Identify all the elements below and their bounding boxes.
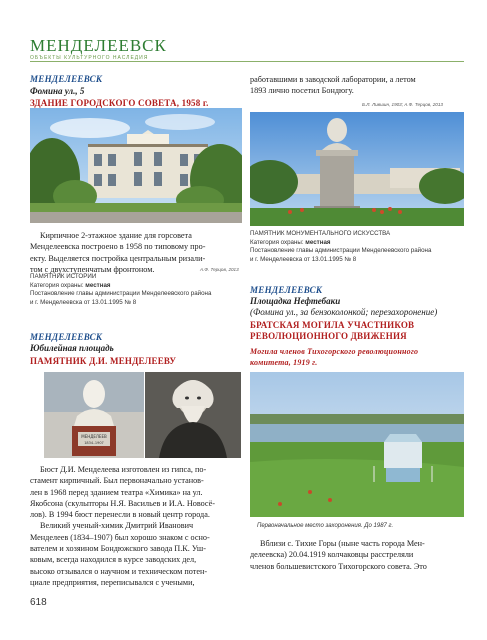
protection-info [250, 230, 470, 264]
section-heading: БРАТСКАЯ МОГИЛА УЧАСТНИКОВ [250, 320, 415, 330]
protection-category [250, 239, 470, 248]
decree-line: Постановление главы администрации Менделеевского района [250, 247, 432, 255]
text-line: ковым, всегда находился в курсе заводских дел, [30, 555, 197, 565]
section-subheading: комитета, 1919 г. [250, 358, 318, 367]
text-line: Кирпичное 2-этажное здание для горсовета [40, 231, 192, 240]
category-prefix: Категория охраны: [250, 238, 306, 246]
continued-text [250, 74, 464, 97]
city-council-photo [30, 108, 242, 223]
bust-description [30, 464, 242, 588]
text-line: делеевска) 20.04.1919 колчаковцы расстреляли [250, 550, 414, 560]
mendeleev-portrait [145, 372, 241, 458]
category-prefix: Категория охраны: [30, 281, 86, 289]
monument-photo [250, 112, 464, 226]
text-line: екту. Выделяется постройка центральным ризали- [30, 253, 206, 263]
decree-line: и г. Менделеевска от 13.01.1995 № 8 [30, 298, 137, 306]
text-line: Якобсона (скульпторы Н.Я. Васильев и И.А. Новосё- [30, 498, 215, 508]
text-line: Великий ученый-химик Дмитрий Иванович [40, 521, 194, 531]
section-city: МЕНДЕЛЕЕВСК [250, 285, 323, 295]
section-address-note: (Фомина ул., за бензоколонкой; перезахоронение) [250, 307, 438, 317]
section-city: МЕНДЕЛЕЕВСК [30, 332, 103, 342]
decree-line: Постановление главы администрации Менделеевского района [30, 290, 212, 298]
page-number: 618 [30, 597, 47, 608]
section-heading: ПАМЯТНИК Д.И. МЕНДЕЛЕЕВУ [30, 356, 177, 366]
text-line: циале предприятия, переписывался с учеными, [30, 577, 195, 587]
category-value: местная [85, 281, 111, 289]
section-heading: РЕВОЛЮЦИОННОГО ДВИЖЕНИЯ [250, 331, 407, 341]
text-line: Вблизи с. Тихие Горы (ныне часть города Мен- [260, 539, 425, 548]
section-subheading: Могила членов Тихогорского революционного [250, 347, 419, 356]
section-address: Юбилейная площадь [30, 343, 114, 353]
grave-photo [250, 372, 464, 517]
section-address: Площадка Нефтебаки [250, 296, 341, 306]
svg-text:МЕНДЕЛЕЕВ: МЕНДЕЛЕЕВ [81, 434, 107, 439]
category-value: местная [305, 238, 331, 246]
bust-photo [44, 372, 144, 458]
protection-info [30, 273, 250, 307]
text-line: лен в 1968 перед зданием театра «Химика» на ул. [30, 487, 203, 497]
text-line: стамент кирпичный. Был первоначально установ- [30, 476, 204, 486]
text-line: Бюст Д.И. Менделеева изготовлен из гипса, по- [40, 465, 207, 474]
page-subtitle: ОБЪЕКТЫ КУЛЬТУРНОГО НАСЛЕДИЯ [30, 55, 149, 61]
protection-category [30, 282, 250, 291]
text-line: Менделеевска построено в 1958 по типовому про- [30, 242, 206, 252]
page-title: МЕНДЕЛЕЕВСК [30, 36, 167, 55]
text-line: лов). В 1994 бюст перенесли в новый центр города. [30, 510, 210, 520]
svg-text:1834–1907: 1834–1907 [84, 441, 104, 445]
text-line: работавшими в заводской лаборатории, а летом [250, 75, 416, 84]
text-line: высоко отзывался о научном и техническом потен- [30, 566, 208, 576]
text-line: 1893 лично посетил Бондюгу. [250, 86, 354, 96]
section-address: Фомина ул., 5 [30, 86, 85, 96]
section-heading: ЗДАНИЕ ГОРОДСКОГО СОВЕТА, 1958 г. [30, 98, 209, 108]
monument-type: ПАМЯТНИК МОНУМЕНТАЛЬНОГО ИСКУССТВА [250, 230, 391, 237]
text-line: Менделеев (1834–1907) был хорошо знаком с осно- [30, 532, 210, 542]
photo-caption: Первоначальное место захоронения. До 1987 г. [257, 523, 394, 529]
text-line: том с двухступенчатым фронтоном. [30, 264, 155, 274]
text-line: вателем и хозяином Бондюжского завода П.К. Уш- [30, 544, 206, 554]
photo-credit: Б.Л. Лившин, 1903; А.Ф. Терцов, 2013 [362, 102, 443, 107]
photo-credit: А.Ф. Терцов, 2013 [200, 267, 239, 272]
header-divider [30, 61, 464, 62]
grave-description [250, 538, 464, 572]
decree-line: и г. Менделеевска от 13.01.1995 № 8 [250, 255, 357, 263]
text-line: членов большевистского Тихогорского совета. Это [250, 561, 427, 571]
monument-type: ПАМЯТНИК ИСТОРИИ [30, 273, 97, 280]
section-city: МЕНДЕЛЕЕВСК [30, 74, 103, 84]
